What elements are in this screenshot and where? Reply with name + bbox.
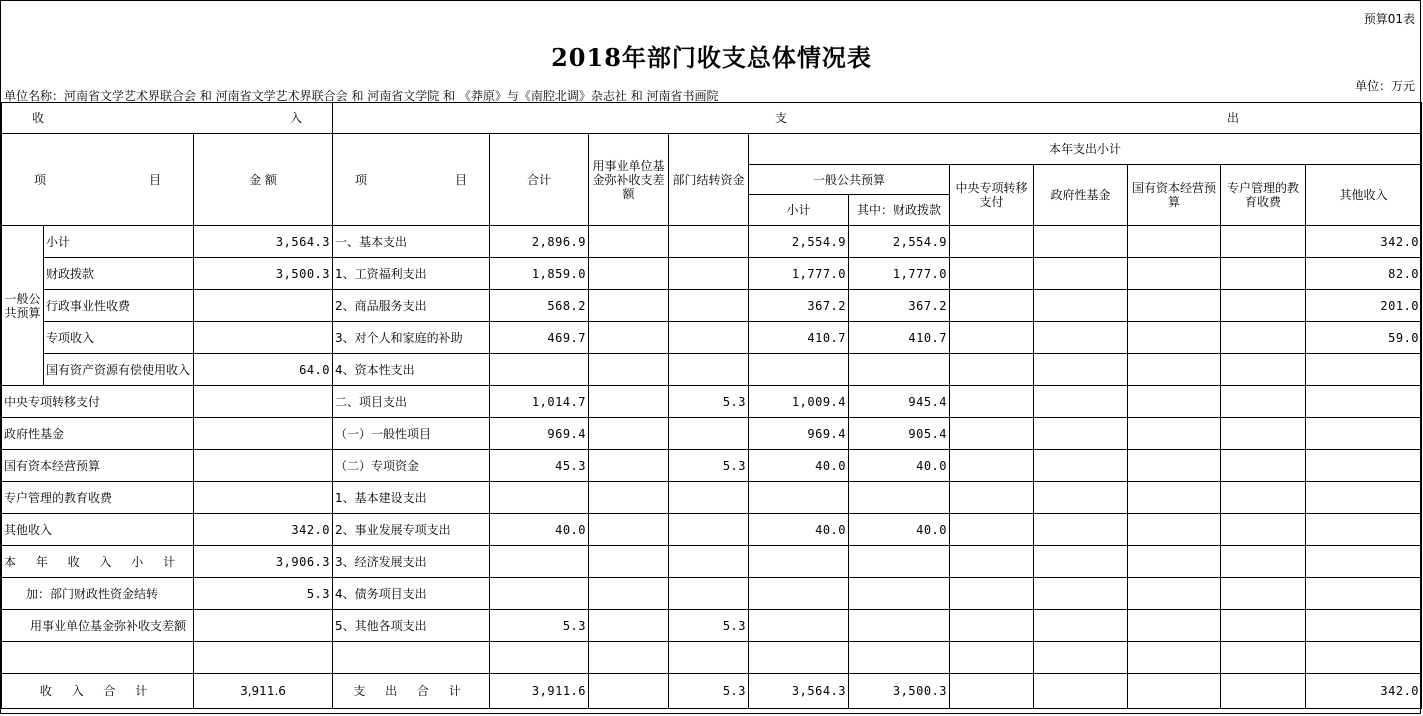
cell-sub: [749, 482, 849, 514]
cell-fund: [589, 450, 669, 482]
total-header: 合计: [490, 134, 589, 226]
cell-total: 1,014.7: [490, 386, 589, 418]
cell-state: [1128, 354, 1221, 386]
cell-central: [950, 258, 1034, 290]
cell-other: [1306, 578, 1422, 610]
cell-edu: [1221, 642, 1306, 674]
cell-gov: [1034, 258, 1128, 290]
cell-central: [950, 354, 1034, 386]
income-amount: 5.3: [194, 578, 333, 610]
cell-fund: [589, 386, 669, 418]
cell-state: [1128, 322, 1221, 354]
other-income-header: 其他收入: [1306, 165, 1422, 226]
cell-gov: [1034, 642, 1128, 674]
cell-carry: [669, 546, 749, 578]
cell-fund: [589, 322, 669, 354]
cell-gov: [1034, 322, 1128, 354]
cell-fiscal: [849, 546, 950, 578]
cell-edu: [1221, 418, 1306, 450]
total-cell-edu: [1221, 674, 1306, 709]
current-subtotal-header: 本年支出小计: [749, 134, 1422, 165]
table-row: [2, 386, 1422, 418]
expense-total-label: 支 出 合 计: [333, 674, 490, 709]
expense-item: 5、其他各项支出: [333, 610, 490, 642]
totals-row: [2, 674, 1422, 709]
cell-central: [950, 642, 1034, 674]
expense-item-header: 项 目: [333, 134, 490, 226]
cell-carry: [669, 226, 749, 258]
table-row: [2, 354, 1422, 386]
table-row: [2, 322, 1422, 354]
expense-item: 4、债务项目支出: [333, 578, 490, 610]
expense-item: 二、项目支出: [333, 386, 490, 418]
cell-fund: [589, 226, 669, 258]
cell-total: 40.0: [490, 514, 589, 546]
page-title: 2018年部门收支总体情况表: [551, 43, 872, 72]
cell-fund: [589, 642, 669, 674]
income-item: 中央专项转移支付: [2, 386, 194, 418]
income-amount: [194, 386, 333, 418]
table-row: [2, 258, 1422, 290]
cell-fund: [589, 258, 669, 290]
income-item: 行政事业性收费: [44, 290, 194, 322]
budget-table: [1, 102, 1422, 709]
cell-state: [1128, 514, 1221, 546]
cell-central: [950, 578, 1034, 610]
income-item: 本 年 收 入 小 计: [2, 546, 194, 578]
table-row: [2, 546, 1422, 578]
income-item: 用事业单位基金弥补收支差额: [2, 610, 194, 642]
general-budget-header: 一般公共预算: [749, 165, 950, 195]
cell-carry: [669, 290, 749, 322]
cell-fiscal: [849, 482, 950, 514]
state-capital-header: 国有资本经营预算: [1128, 165, 1221, 226]
cell-central: [950, 514, 1034, 546]
cell-state: [1128, 258, 1221, 290]
income-item: 国有资产资源有偿使用收入: [44, 354, 194, 386]
cell-fiscal: 905.4: [849, 418, 950, 450]
cell-central: [950, 546, 1034, 578]
cell-edu: [1221, 258, 1306, 290]
income-item: 专项收入: [44, 322, 194, 354]
cell-gov: [1034, 226, 1128, 258]
carryover-header: 部门结转资金: [669, 134, 749, 226]
income-amount: [194, 610, 333, 642]
cell-total: 969.4: [490, 418, 589, 450]
cell-central: [950, 482, 1034, 514]
cell-fiscal: [849, 610, 950, 642]
general-budget-group-label: 一般公共预算: [2, 226, 44, 386]
cell-total: [490, 546, 589, 578]
cell-state: [1128, 578, 1221, 610]
cell-sub: 367.2: [749, 290, 849, 322]
cell-gov: [1034, 386, 1128, 418]
cell-other: [1306, 482, 1422, 514]
cell-fiscal: [849, 642, 950, 674]
cell-central: [950, 450, 1034, 482]
cell-central: [950, 322, 1034, 354]
cell-edu: [1221, 578, 1306, 610]
income-total-amount: 3,911.6: [194, 674, 333, 709]
table-row: [2, 226, 1422, 258]
cell-other: 201.0: [1306, 290, 1422, 322]
income-amount: [194, 290, 333, 322]
income-amount: [194, 450, 333, 482]
income-amount: 64.0: [194, 354, 333, 386]
expense-item: 3、对个人和家庭的补助: [333, 322, 490, 354]
cell-state: [1128, 418, 1221, 450]
unit-label: 单位：万元: [1354, 79, 1415, 93]
cell-other: 59.0: [1306, 322, 1422, 354]
income-amount: 3,564.3: [194, 226, 333, 258]
cell-sub: 40.0: [749, 450, 849, 482]
cell-carry: [669, 418, 749, 450]
cell-state: [1128, 642, 1221, 674]
gov-fund-header: 政府性基金: [1034, 165, 1128, 226]
income-item: 专户管理的教育收费: [2, 482, 194, 514]
cell-edu: [1221, 322, 1306, 354]
edu-fee-header: 专户管理的教育收费: [1221, 165, 1306, 226]
cell-carry: [669, 578, 749, 610]
cell-sub: 1,009.4: [749, 386, 849, 418]
income-item: 加：部门财政性资金结转: [2, 578, 194, 610]
income-item: 其他收入: [2, 514, 194, 546]
expense-item: 3、经济发展支出: [333, 546, 490, 578]
expense-item: （二）专项资金: [333, 450, 490, 482]
table-row: [2, 642, 1422, 674]
cell-fund: [589, 354, 669, 386]
cell-carry: 5.3: [669, 450, 749, 482]
table-row: [2, 418, 1422, 450]
expense-item: 1、基本建设支出: [333, 482, 490, 514]
table-row: [2, 610, 1422, 642]
cell-fiscal: 40.0: [849, 514, 950, 546]
cell-state: [1128, 610, 1221, 642]
cell-state: [1128, 450, 1221, 482]
cell-sub: 1,777.0: [749, 258, 849, 290]
cell-gov: [1034, 610, 1128, 642]
cell-state: [1128, 290, 1221, 322]
cell-gov: [1034, 450, 1128, 482]
cell-other: [1306, 354, 1422, 386]
cell-other: 342.0: [1306, 226, 1422, 258]
cell-total: 5.3: [490, 610, 589, 642]
cell-fiscal: 40.0: [849, 450, 950, 482]
cell-other: [1306, 450, 1422, 482]
cell-total: [490, 642, 589, 674]
income-item: [2, 642, 194, 674]
cell-carry: 5.3: [669, 386, 749, 418]
cell-edu: [1221, 226, 1306, 258]
table-row: [2, 514, 1422, 546]
fund-diff-header: 用事业单位基金弥补收支差额: [589, 134, 669, 226]
expense-item: 一、基本支出: [333, 226, 490, 258]
total-cell-total: 3,911.6: [490, 674, 589, 709]
cell-carry: [669, 514, 749, 546]
cell-fund: [589, 578, 669, 610]
cell-sub: [749, 610, 849, 642]
cell-total: 1,859.0: [490, 258, 589, 290]
cell-fund: [589, 482, 669, 514]
table-row: [2, 450, 1422, 482]
income-total-label: 收 入 合 计: [2, 674, 194, 709]
cell-fiscal: [849, 354, 950, 386]
cell-other: [1306, 418, 1422, 450]
cell-gov: [1034, 418, 1128, 450]
cell-fund: [589, 418, 669, 450]
cell-edu: [1221, 386, 1306, 418]
total-cell-carry: 5.3: [669, 674, 749, 709]
income-amount: [194, 482, 333, 514]
cell-other: [1306, 610, 1422, 642]
cell-carry: [669, 642, 749, 674]
central-transfer-header: 中央专项转移支付: [950, 165, 1034, 226]
cell-fiscal: [849, 578, 950, 610]
total-cell-fund: [589, 674, 669, 709]
cell-edu: [1221, 610, 1306, 642]
expense-item: （一）一般性项目: [333, 418, 490, 450]
income-amount: 3,500.3: [194, 258, 333, 290]
cell-gov: [1034, 290, 1128, 322]
table-row: [2, 482, 1422, 514]
cell-edu: [1221, 482, 1306, 514]
cell-sub: [749, 354, 849, 386]
cell-total: [490, 354, 589, 386]
expense-item: [333, 642, 490, 674]
cell-state: [1128, 546, 1221, 578]
cell-total: 469.7: [490, 322, 589, 354]
cell-sub: 969.4: [749, 418, 849, 450]
cell-total: [490, 578, 589, 610]
income-header: 收 入: [2, 103, 333, 134]
cell-sub: 410.7: [749, 322, 849, 354]
cell-central: [950, 290, 1034, 322]
cell-fund: [589, 610, 669, 642]
cell-sub: [749, 578, 849, 610]
cell-sub: [749, 642, 849, 674]
table-row: [2, 290, 1422, 322]
total-cell-state: [1128, 674, 1221, 709]
cell-edu: [1221, 450, 1306, 482]
total-cell-sub: 3,564.3: [749, 674, 849, 709]
cell-carry: [669, 354, 749, 386]
cell-state: [1128, 482, 1221, 514]
income-amount: 342.0: [194, 514, 333, 546]
income-item: 国有资本经营预算: [2, 450, 194, 482]
income-item: 小计: [44, 226, 194, 258]
cell-fund: [589, 290, 669, 322]
cell-central: [950, 418, 1034, 450]
form-number: 预算01表: [1363, 12, 1415, 26]
cell-central: [950, 386, 1034, 418]
cell-carry: [669, 482, 749, 514]
income-item-header: 项 目: [2, 134, 194, 226]
cell-central: [950, 610, 1034, 642]
cell-carry: [669, 258, 749, 290]
cell-sub: 40.0: [749, 514, 849, 546]
income-item: 财政拨款: [44, 258, 194, 290]
cell-other: [1306, 386, 1422, 418]
total-cell-gov: [1034, 674, 1128, 709]
cell-central: [950, 226, 1034, 258]
cell-fund: [589, 514, 669, 546]
fiscal-header: 其中：财政拨款: [849, 195, 950, 226]
cell-edu: [1221, 514, 1306, 546]
cell-sub: 2,554.9: [749, 226, 849, 258]
cell-total: 2,896.9: [490, 226, 589, 258]
cell-fiscal: 1,777.0: [849, 258, 950, 290]
subtotal-header: 小计: [749, 195, 849, 226]
cell-edu: [1221, 290, 1306, 322]
table-row: [2, 578, 1422, 610]
cell-fiscal: 367.2: [849, 290, 950, 322]
cell-edu: [1221, 546, 1306, 578]
income-amount-header: 金 额: [194, 134, 333, 226]
cell-state: [1128, 386, 1221, 418]
expense-header: 支 出: [333, 103, 1422, 134]
total-cell-central: [950, 674, 1034, 709]
cell-fiscal: 2,554.9: [849, 226, 950, 258]
cell-total: 568.2: [490, 290, 589, 322]
cell-sub: [749, 546, 849, 578]
cell-edu: [1221, 354, 1306, 386]
income-amount: 3,906.3: [194, 546, 333, 578]
cell-carry: [669, 322, 749, 354]
cell-state: [1128, 226, 1221, 258]
cell-other: [1306, 546, 1422, 578]
expense-item: 2、商品服务支出: [333, 290, 490, 322]
income-item: 政府性基金: [2, 418, 194, 450]
cell-fund: [589, 546, 669, 578]
income-amount: [194, 418, 333, 450]
cell-gov: [1034, 354, 1128, 386]
cell-fiscal: 945.4: [849, 386, 950, 418]
expense-item: 1、工资福利支出: [333, 258, 490, 290]
cell-fiscal: 410.7: [849, 322, 950, 354]
income-amount: [194, 642, 333, 674]
expense-item: 2、事业发展专项支出: [333, 514, 490, 546]
unit-name: 单位名称：河南省文学艺术界联合会 和 河南省文学艺术界联合会 和 河南省文学院 和 《莽原》与《南腔北调》杂志社 和 河南省书画院: [4, 89, 719, 103]
cell-gov: [1034, 546, 1128, 578]
income-amount: [194, 322, 333, 354]
cell-other: [1306, 642, 1422, 674]
cell-carry: 5.3: [669, 610, 749, 642]
cell-gov: [1034, 578, 1128, 610]
cell-other: 82.0: [1306, 258, 1422, 290]
total-cell-other: 342.0: [1306, 674, 1422, 709]
expense-item: 4、资本性支出: [333, 354, 490, 386]
total-cell-fiscal: 3,500.3: [849, 674, 950, 709]
cell-other: [1306, 514, 1422, 546]
cell-total: [490, 482, 589, 514]
cell-total: 45.3: [490, 450, 589, 482]
cell-gov: [1034, 514, 1128, 546]
cell-gov: [1034, 482, 1128, 514]
